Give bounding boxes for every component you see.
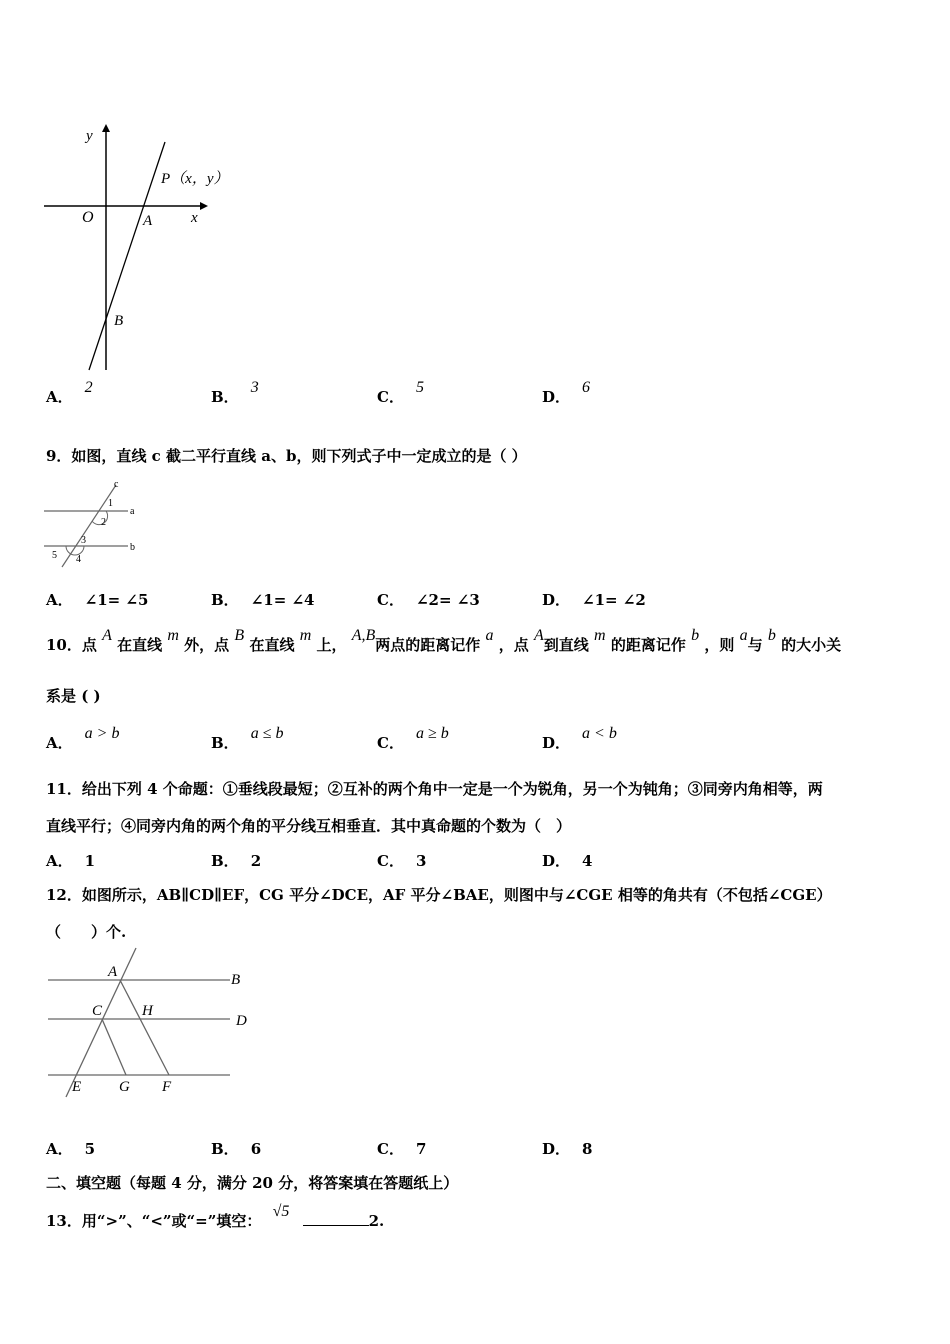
y-axis-arrow [102, 124, 110, 132]
q8-option-c[interactable]: C．5 [377, 379, 424, 406]
q10-option-c[interactable]: C．a ≥ b [377, 725, 449, 752]
label-f: F [162, 1079, 172, 1095]
q11-option-a[interactable]: A． 1 [46, 852, 96, 870]
q12-line2: （ ）个. [46, 923, 127, 941]
point-p-label: P（x，y） [161, 171, 229, 187]
q11-line2: 直线平行；④同旁内角的两个角的平分线互相垂直．其中真命题的个数为（ ） [46, 817, 572, 835]
q10-line1: 10．点 A 在直线 m 外，点 B 在直线 m 上， A,B两点的距离记作 a ，点 A到直线 m 的距离记作 b ，则 a与 b 的大小关 [46, 627, 842, 654]
q10-option-b[interactable]: B．a ≤ b [211, 725, 284, 752]
line-ab [89, 142, 165, 370]
sqrt-five: √5 [272, 1203, 290, 1220]
label-h: H [142, 1003, 153, 1019]
label-c: C [92, 1003, 103, 1019]
q9-option-c[interactable]: C． ∠2= ∠3 [377, 591, 480, 609]
q12-option-b[interactable]: B． 6 [211, 1140, 262, 1158]
y-label: y [86, 128, 93, 144]
label-b: b [130, 542, 135, 553]
origin-label: O [82, 209, 94, 226]
q11-option-c[interactable]: C． 3 [377, 852, 427, 870]
label-3: 3 [81, 535, 86, 546]
q9-option-b[interactable]: B． ∠1= ∠4 [211, 591, 315, 609]
q9-text: 9．如图，直线 c 截二平行直线 a、b，则下列式子中一定成立的是（ ） [46, 447, 527, 465]
q8-option-a[interactable]: A．2 [46, 379, 93, 406]
label-a: a [130, 506, 135, 517]
label-d: D [236, 1013, 247, 1029]
point-a-label: A [143, 213, 153, 229]
q10-option-a[interactable]: A．a > b [46, 725, 120, 752]
q9-option-a[interactable]: A． ∠1= ∠5 [46, 591, 149, 609]
label-c: c [114, 479, 119, 490]
answer-blank[interactable] [303, 1211, 369, 1226]
q13-text: 13．用“>”、“<”或“=”填空： √5 2. [46, 1203, 385, 1230]
q8-option-b[interactable]: B．3 [211, 379, 259, 406]
label-a: A [108, 964, 118, 980]
q12-option-c[interactable]: C． 7 [377, 1140, 427, 1158]
label-4: 4 [76, 554, 81, 565]
coordinate-figure [40, 120, 260, 375]
q11-option-b[interactable]: B． 2 [211, 852, 262, 870]
parallel-transversal-figure [40, 945, 270, 1105]
section-heading: 二、填空题（每题 4 分，满分 20 分，将答案填在答题纸上） [46, 1174, 459, 1192]
line-af [120, 980, 169, 1075]
q12-option-d[interactable]: D． 8 [542, 1140, 593, 1158]
q10-line2: 系是 ( ) [46, 687, 101, 705]
parallel-lines-figure [40, 475, 150, 570]
q9-option-d[interactable]: D． ∠1= ∠2 [542, 591, 646, 609]
label-b: B [231, 972, 241, 988]
point-b-label: B [114, 313, 124, 329]
q11-option-d[interactable]: D． 4 [542, 852, 593, 870]
label-5: 5 [52, 550, 57, 561]
label-g: G [119, 1079, 130, 1095]
q8-option-d[interactable]: D．6 [542, 379, 591, 406]
q11-line1: 11．给出下列 4 个命题：①垂线段最短；②互补的两个角中一定是一个为锐角，另一个为钝角；③同旁内角相等，两 [46, 780, 823, 798]
q10-option-d[interactable]: D．a < b [542, 725, 617, 752]
label-1: 1 [108, 498, 113, 509]
q12-option-a[interactable]: A． 5 [46, 1140, 96, 1158]
label-2: 2 [101, 517, 106, 528]
line-cg [102, 1019, 126, 1075]
q12-line1: 12．如图所示，AB∥CD∥EF，CG 平分∠DCE，AF 平分∠BAE，则图中与∠CGE 相等的角共有（不包括∠CGE） [46, 886, 832, 904]
label-e: E [72, 1079, 82, 1095]
x-label: x [191, 210, 198, 226]
x-axis-arrow [200, 202, 208, 210]
